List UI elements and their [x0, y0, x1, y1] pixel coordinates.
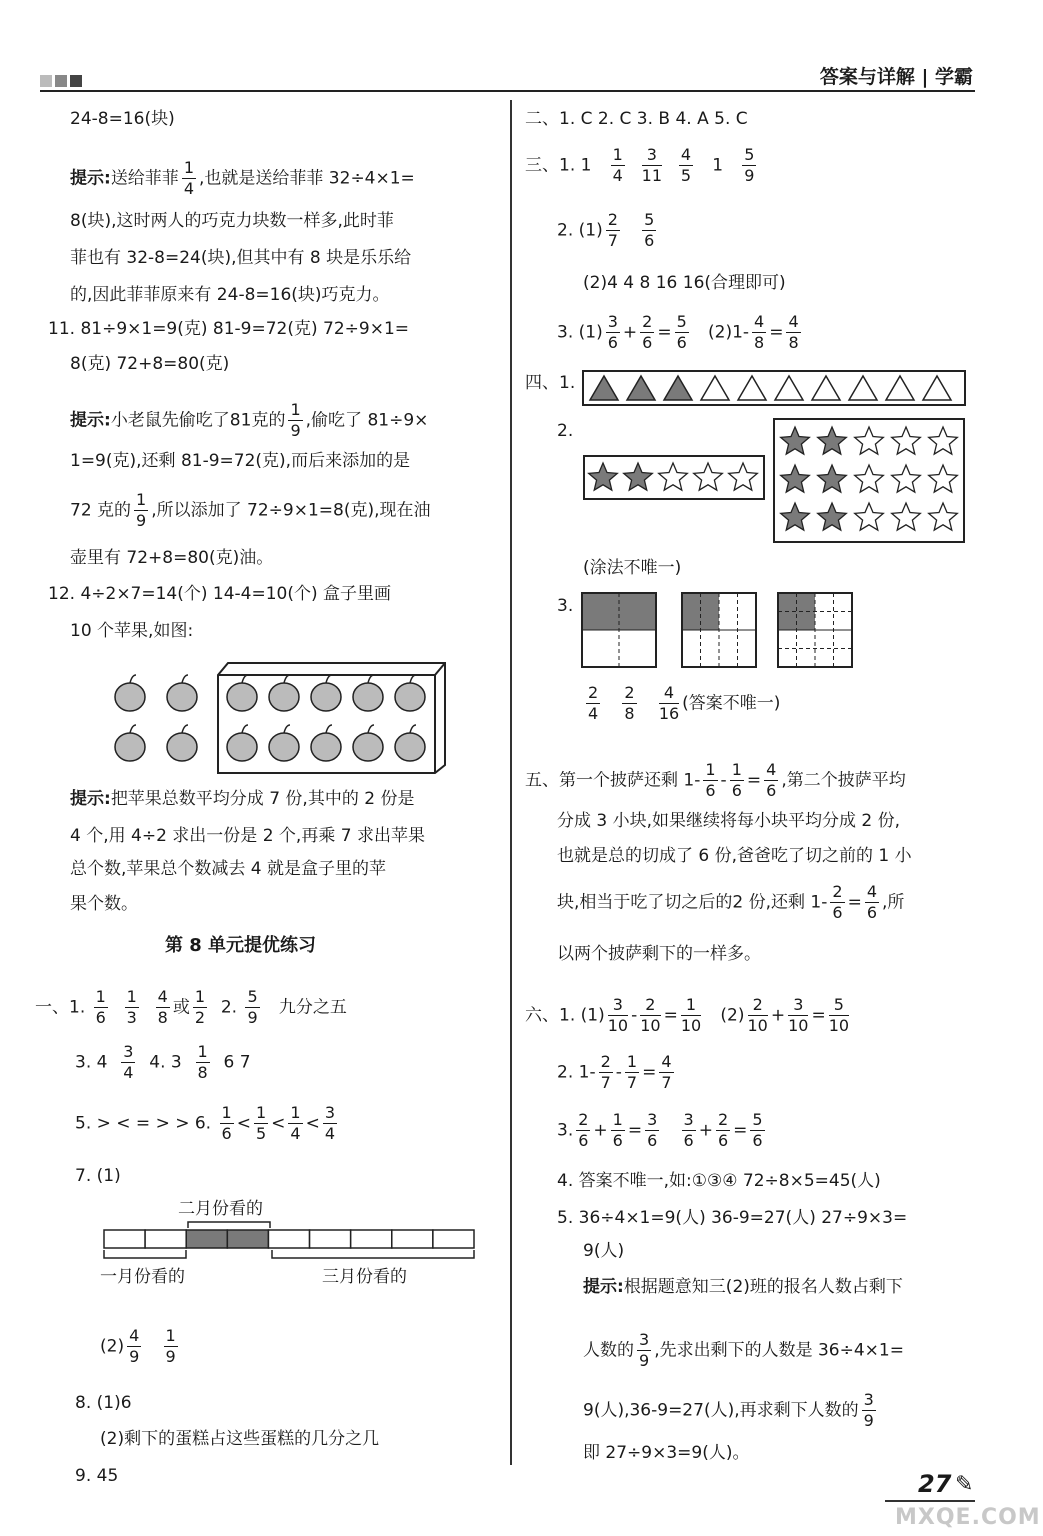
jan-label: 一月份看的: [100, 1267, 185, 1287]
grid-cell-shaded: [682, 593, 701, 630]
hint-12-line: [70, 788, 414, 810]
fraction: $\frac{4}{8}$: [788, 312, 799, 352]
fraction: $\frac{1}{4}$: [183, 158, 194, 198]
text: (2): [100, 1336, 125, 1357]
hint-line: 总个数,苹果总个数减去 4 就是盒子里的苹: [70, 859, 387, 879]
text: 或: [172, 997, 190, 1018]
fraction: $\frac{2}{4}$: [588, 683, 599, 723]
s3-q3-line: 3. (1) $\frac{3}{6}$ + $\frac{2}{6}$ = $\frac{5}{6}$ (2)1- $\frac{4}{8}$ = $\frac{4}{8}$: [557, 312, 799, 352]
text: 九分之五: [278, 997, 347, 1018]
s5-line: 分成 3 小块,如果继续将每小块平均分成 2 份,: [557, 811, 901, 831]
s4-q3-label: 3.: [557, 596, 574, 616]
s4-q2-label: 2.: [557, 421, 574, 441]
hint-10-line: [70, 158, 415, 199]
text: 2. (1): [557, 220, 603, 241]
apple-icon: [115, 725, 145, 761]
text: 把苹果总数平均分成 7 份,其中的 2 份是: [110, 789, 415, 809]
text: 6 7: [223, 1052, 251, 1073]
bar-segment: [351, 1230, 392, 1248]
fraction: $\frac{3}{9}$: [639, 1330, 650, 1370]
hint-line: 8(块),这时两人的巧克力块数一样多,此时菲: [70, 211, 394, 231]
fraction: $\frac{1}{6}$: [221, 1103, 232, 1143]
text: 人数的: [583, 1340, 634, 1361]
grid-cell-shaded: [701, 593, 720, 630]
fraction: $\frac{1}{5}$: [255, 1103, 267, 1143]
fraction: $\frac{2}{10}$: [640, 995, 661, 1035]
header-square: [55, 75, 67, 87]
text: 小老鼠先偷吃了81克的: [110, 410, 286, 431]
hint-line: 菲也有 32-8=24(块),但其中有 8 块是乐乐给: [70, 248, 412, 268]
star-figure-large: [773, 418, 965, 543]
section-title: 第 8 单元提优练习: [165, 935, 317, 956]
s6-q1-line: 六、1. (1) $\frac{3}{10}$ - $\frac{2}{10}$ = $\frac{1}{10}$ (2) $\frac{2}{10}$ + $\frac{3}{10}$ = $\frac{5}{10}$: [525, 995, 850, 1035]
text: 五、第一个披萨还剩 1-: [525, 770, 701, 791]
apple-icon: [115, 675, 145, 711]
s3-q2b-line: (2)4 4 8 16 16(合理即可): [583, 273, 786, 293]
hint-line: 的,因此菲菲原来有 24-8=16(块)巧克力。: [70, 285, 390, 305]
fraction: $\frac{3}{6}$: [683, 1110, 694, 1150]
q11-line: 11. 81÷9×1=9(克) 81-9=72(克) 72÷9×1=: [48, 319, 410, 339]
s3-q1-line: [525, 145, 759, 186]
bar-diagram: [100, 1218, 480, 1268]
s1-q8-line: (2)剩下的蛋糕占这些蛋糕的几分之几: [100, 1429, 380, 1449]
text: 根据题意知三(2)班的报名人数占剩下: [623, 1277, 903, 1297]
fraction: $\frac{4}{16}$: [658, 683, 680, 723]
answer-line: 24-8=16(块): [70, 109, 175, 129]
text: 72 克的: [70, 500, 132, 521]
s1-q7-line: 7. (1): [75, 1166, 121, 1186]
grid-cell-shaded: [778, 593, 797, 612]
q12-line: 12. 4÷2×7=14(个) 14-4=10(个) 盒子里画: [48, 584, 392, 604]
fraction: $\frac{3}{4}$: [123, 1042, 134, 1082]
fraction: $\frac{4}{9}$: [129, 1326, 140, 1366]
fraction: $\frac{4}{5}$: [680, 145, 692, 185]
text: 送给菲菲: [110, 168, 179, 189]
fraction: $\frac{1}{6}$: [612, 1110, 623, 1150]
fraction: $\frac{1}{9}$: [136, 490, 147, 530]
text: 块,相当于吃了切之后的2 份,还剩 1-: [557, 892, 828, 913]
fraction: $\frac{3}{11}$: [641, 145, 663, 185]
s1-q8-line: 8. (1)6: [75, 1393, 132, 1413]
s1-q9-line: 9. 45: [75, 1466, 119, 1486]
text: 六、1. (1): [525, 1005, 605, 1026]
s2-line: 二、1. C 2. C 3. B 4. A 5. C: [525, 109, 748, 129]
text: 3. (1): [557, 322, 603, 343]
header-rule: [40, 90, 975, 92]
text: ,所: [882, 892, 905, 913]
feb-bracket: [188, 1222, 270, 1228]
star-figure-small: [583, 455, 765, 500]
fraction: $\frac{1}{2}$: [194, 987, 206, 1027]
bar-segment: [186, 1230, 227, 1248]
grid-cell-shaded: [797, 593, 816, 612]
hint-label: 提示:: [70, 410, 111, 431]
bar-segment: [433, 1230, 474, 1248]
s5-line: 也就是总的切成了 6 份,爸爸吃了切之前的 1 小: [557, 846, 912, 866]
text: (答案不唯一): [682, 693, 781, 714]
fraction: $\frac{2}{7}$: [600, 1052, 611, 1092]
text: 一、1.: [35, 997, 86, 1018]
header-brand: 答案与详解 | 学霸: [819, 66, 973, 88]
fraction: $\frac{3}{6}$: [647, 1110, 658, 1150]
fraction: $\frac{5}{6}$: [752, 1110, 763, 1150]
grid-figures: [580, 590, 860, 670]
hint-6-line: [583, 1330, 904, 1371]
fraction-grid: [682, 593, 756, 667]
bar-segment: [310, 1230, 351, 1248]
text: 3.: [557, 1120, 574, 1141]
jan-bracket: [104, 1250, 186, 1258]
text: 3. 4: [75, 1052, 108, 1073]
fraction: $\frac{3}{10}$: [607, 995, 629, 1035]
s4-q3-fractions: [583, 683, 780, 724]
s4-q1-label: 四、1.: [525, 373, 576, 393]
page-number: 27: [918, 1470, 952, 1498]
fraction: $\frac{4}{6}$: [866, 882, 878, 922]
fraction: $\frac{2}{6}$: [578, 1110, 589, 1150]
fraction: $\frac{5}{6}$: [644, 210, 655, 250]
mar-label: 三月份看的: [322, 1267, 407, 1287]
text: 2.: [220, 997, 238, 1018]
feb-label: 二月份看的: [178, 1199, 263, 1219]
fraction: $\frac{1}{10}$: [680, 995, 702, 1035]
fraction: $\frac{3}{9}$: [863, 1390, 874, 1430]
fraction: $\frac{5}{10}$: [828, 995, 850, 1035]
s6-q5-line: 9(人): [583, 1241, 625, 1261]
text: ,所以添加了 72÷9×1=8(克),现在油: [151, 500, 431, 521]
hint-line: 果个数。: [70, 894, 138, 914]
apple-figure: [110, 655, 450, 775]
header-squares: [40, 72, 85, 91]
fraction: $\frac{2}{7}$: [607, 210, 618, 250]
s6-q3-line: 3. $\frac{2}{6}$ + $\frac{1}{6}$ = $\frac{3}{6}$ $\frac{3}{6}$ + $\frac{2}{6}$ = $\frac{5}{6}$: [557, 1110, 763, 1150]
triangle-figure: [582, 370, 967, 406]
s6-q2-line: 2. 1- $\frac{2}{7}$ - $\frac{1}{7}$ = $\frac{4}{7}$: [557, 1052, 672, 1092]
fraction: $\frac{4}{6}$: [766, 760, 777, 800]
hint-label: 提示:: [583, 1277, 624, 1297]
fraction: $\frac{4}{8}$: [157, 987, 168, 1027]
fraction: $\frac{5}{9}$: [744, 145, 755, 185]
pencil-icon: ✎: [955, 1472, 974, 1497]
text: 2. 1-: [557, 1062, 596, 1083]
grid-cell-shaded: [778, 612, 797, 631]
s1-q1-line: [35, 987, 347, 1028]
fraction-grid: [778, 593, 852, 667]
bar-segment: [392, 1230, 433, 1248]
s4-note: (涂法不唯一): [583, 558, 682, 578]
fraction: $\frac{3}{4}$: [324, 1103, 335, 1143]
text: 三、1. 1: [525, 155, 592, 176]
hint-line: 壶里有 72+8=80(克)油。: [70, 548, 274, 568]
header-square: [70, 75, 82, 87]
hint-label: 提示:: [70, 168, 111, 189]
s3-q2-line: [557, 210, 659, 251]
text: (2): [720, 1005, 745, 1026]
bar-segment: [268, 1230, 309, 1248]
fraction: $\frac{4}{7}$: [661, 1052, 672, 1092]
hint-11-line: [70, 400, 428, 441]
fraction: $\frac{1}{8}$: [197, 1042, 208, 1082]
fraction: $\frac{2}{6}$: [717, 1110, 729, 1150]
text: 4. 3: [149, 1052, 182, 1073]
s5-line: 五、第一个披萨还剩 1- $\frac{1}{6}$ - $\frac{1}{6}$ = $\frac{4}{6}$ ,第二个披萨平均: [525, 760, 906, 800]
text: 9(人),36-9=27(人),再求剩下人数的: [583, 1400, 859, 1421]
text: ,第二个披萨平均: [781, 770, 906, 791]
s5-line: 以两个披萨剩下的一样多。: [557, 944, 761, 964]
bar-segment: [145, 1230, 186, 1248]
fraction: $\frac{3}{10}$: [788, 995, 809, 1035]
fraction: $\frac{2}{8}$: [624, 683, 635, 723]
text: ,也就是送给菲菲 32÷4×1=: [199, 168, 415, 189]
q12-line: 10 个苹果,如图:: [70, 621, 194, 641]
apple-icon: [167, 725, 197, 761]
fraction: $\frac{3}{6}$: [607, 312, 618, 352]
hint-11-line: [70, 490, 431, 531]
fraction: $\frac{1}{6}$: [705, 760, 716, 800]
bar-segment: [227, 1230, 268, 1248]
fraction: $\frac{5}{6}$: [676, 312, 687, 352]
watermark: MXQE.COM: [895, 1505, 1041, 1530]
hint-6-line: [583, 1390, 879, 1431]
fraction: $\frac{5}{9}$: [247, 987, 258, 1027]
q11-line: 8(克) 72+8=80(克): [70, 354, 230, 374]
s1-q7b-line: [100, 1326, 181, 1367]
s6-q5-line: 5. 36÷4×1=9(人) 36-9=27(人) 27÷9×3=: [557, 1208, 908, 1228]
s1-q3-line: [75, 1042, 251, 1083]
grid-cell-shaded: [619, 593, 656, 630]
bar-segment: [104, 1230, 145, 1248]
hint-label: 提示:: [70, 789, 111, 809]
fraction: $\frac{1}{4}$: [612, 145, 623, 185]
fraction: $\frac{2}{6}$: [642, 312, 653, 352]
fraction: $\frac{2}{10}$: [747, 995, 768, 1035]
footer-rule: [885, 1500, 975, 1502]
column-divider: [510, 100, 512, 1465]
text: 1: [712, 155, 724, 176]
fraction: $\frac{1}{9}$: [290, 400, 301, 440]
hint-6-line: 即 27÷9×3=9(人)。: [583, 1443, 750, 1463]
fraction: $\frac{4}{8}$: [754, 312, 765, 352]
s5-line: 块,相当于吃了切之后的2 份,还剩 1- $\frac{2}{6}$ = $\frac{4}{6}$ ,所: [557, 882, 905, 922]
text: (2)1-: [708, 322, 750, 343]
fraction: $\frac{1}{6}$: [95, 987, 106, 1027]
s6-q4-line: 4. 答案不唯一,如:①③④ 72÷8×5=45(人): [557, 1171, 881, 1191]
fraction: $\frac{1}{7}$: [626, 1052, 638, 1092]
hint-line: 1=9(克),还剩 81-9=72(克),而后来添加的是: [70, 451, 411, 471]
hint-line: 4 个,用 4÷2 求出一份是 2 个,再乘 7 求出苹果: [70, 826, 425, 846]
fraction: $\frac{2}{6}$: [832, 882, 843, 922]
fraction: $\frac{1}{3}$: [126, 987, 137, 1027]
fraction: $\frac{1}{6}$: [731, 760, 742, 800]
text: 5. > < = > > 6.: [75, 1113, 212, 1134]
fraction: $\frac{1}{9}$: [165, 1326, 176, 1366]
grid-cell-shaded: [797, 612, 816, 631]
text: ,偷吃了 81÷9×: [305, 410, 429, 431]
mar-bracket: [272, 1250, 474, 1258]
grid-cell-shaded: [582, 593, 619, 630]
fraction-grid: [582, 593, 656, 667]
s1-q5-line: 5. > < = > > 6. $\frac{1}{6}$ < $\frac{1}{5}$ < $\frac{1}{4}$ < $\frac{3}{4}$: [75, 1103, 335, 1143]
fraction: $\frac{1}{4}$: [290, 1103, 301, 1143]
header-square: [40, 75, 52, 87]
text: ,先求出剩下的人数是 36÷4×1=: [654, 1340, 904, 1361]
hint-6-line: [583, 1276, 903, 1298]
apple-icon: [167, 675, 197, 711]
